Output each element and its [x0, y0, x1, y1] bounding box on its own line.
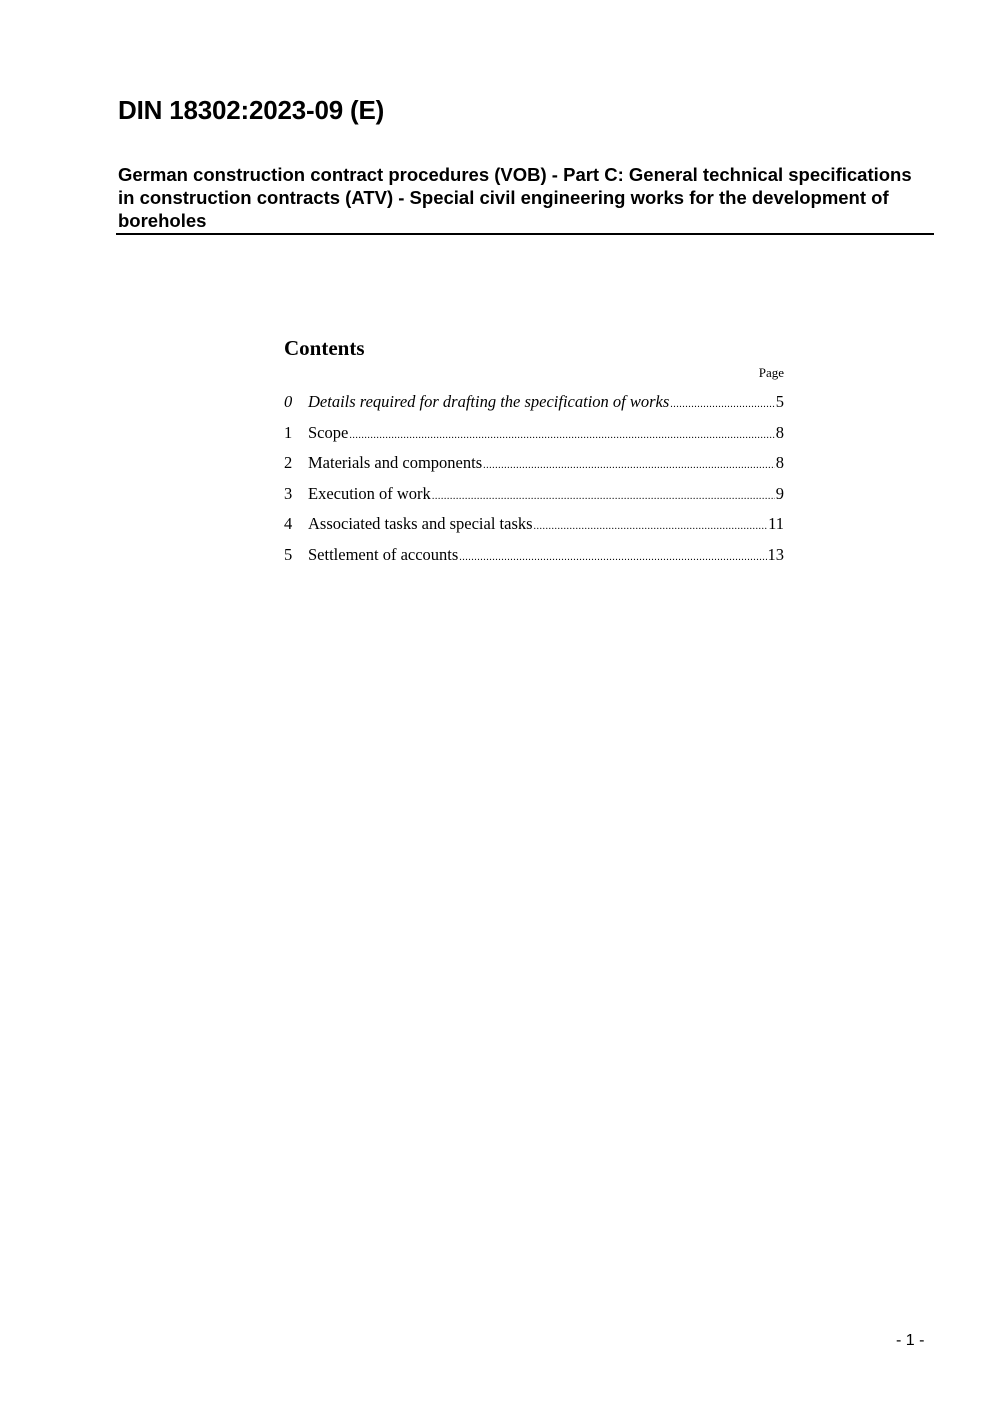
toc-dot-leader: [349, 421, 774, 452]
toc-entry-scope[interactable]: [284, 418, 784, 449]
toc-entry-title: Execution of work: [308, 483, 431, 503]
table-of-contents: [284, 333, 784, 570]
toc-entry-page: 5: [775, 392, 784, 411]
toc-entry-title: Materials and components: [308, 453, 483, 472]
toc-entry-page: 13: [767, 544, 784, 564]
toc-dot-leader: [483, 451, 775, 482]
toc-dot-leader: [459, 543, 766, 574]
contents-heading: Contents: [284, 336, 365, 360]
title-divider: [116, 233, 934, 235]
toc-dot-leader: [534, 512, 768, 543]
toc-entry-title: Details required for drafting the specification of works: [308, 392, 670, 411]
toc-entry-number: 5: [284, 544, 293, 564]
page-column-label: Page: [758, 365, 784, 380]
toc-dot-leader: [432, 482, 775, 513]
page-number: - 1 -: [896, 1332, 925, 1349]
toc-entry-title: Scope: [308, 422, 349, 442]
toc-entry-page: 9: [775, 483, 784, 503]
toc-entry-number: 0: [284, 392, 293, 411]
toc-entry-number: 2: [284, 453, 293, 472]
toc-entry-number: 4: [284, 514, 293, 533]
toc-entry-number: 3: [284, 483, 293, 503]
toc-entry-title: Associated tasks and special tasks: [308, 514, 533, 533]
toc-entry-page: 11: [768, 514, 784, 533]
toc-entry-settlement[interactable]: [284, 540, 784, 571]
document-id: DIN 18302:2023-09 (E): [118, 95, 385, 125]
toc-entry-number: 1: [284, 422, 293, 442]
toc-entry-page: 8: [775, 422, 784, 442]
toc-entry-details-required[interactable]: [284, 387, 784, 418]
toc-list: [284, 387, 784, 570]
toc-entry-execution[interactable]: [284, 479, 784, 510]
document-title: German construction contract procedures (VOB) - Part C: General technical specifications in construction contracts (ATV) - Special civil engineering works for the development of boreholes: [118, 164, 912, 231]
toc-dot-leader: [670, 390, 774, 421]
toc-entry-materials[interactable]: [284, 448, 784, 479]
toc-entry-title: Settlement of accounts: [308, 544, 459, 564]
toc-entry-associated-tasks[interactable]: [284, 509, 784, 540]
toc-entry-page: 8: [775, 453, 784, 472]
